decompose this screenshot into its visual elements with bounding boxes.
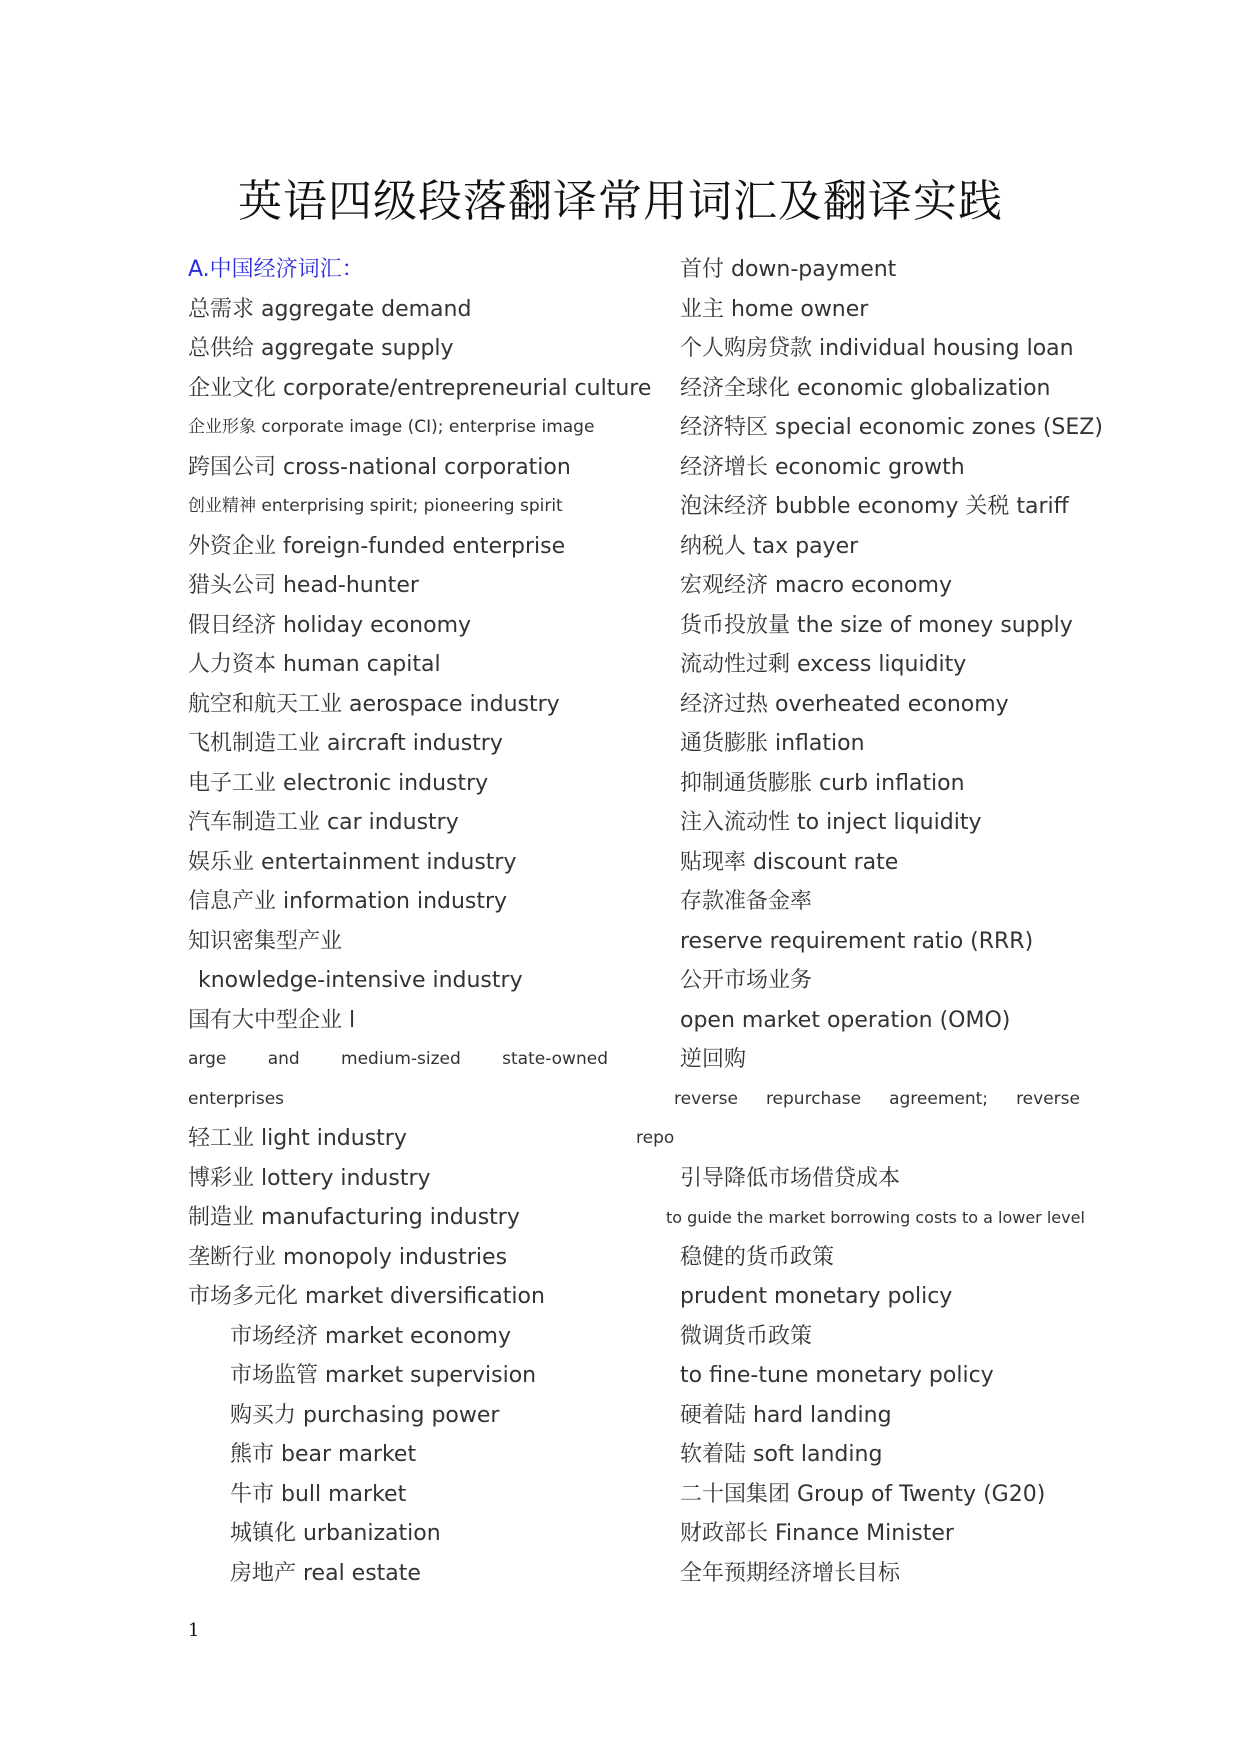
vocab-line: 注入流动性 to inject liquidity bbox=[680, 810, 982, 835]
vocab-line: enterprises bbox=[188, 1088, 285, 1109]
vocab-line: 假日经济 holiday economy bbox=[188, 612, 472, 638]
vocab-line: 航空和航天工业 aerospace industry bbox=[188, 691, 560, 717]
vocab-line: 信息产业 information industry bbox=[188, 889, 508, 914]
document-title: 英语四级段落翻译常用词汇及翻译实践 bbox=[238, 176, 1003, 227]
vocab-line: 企业形象 corporate image (CI); enterprise image bbox=[188, 417, 595, 437]
word: arge bbox=[188, 1049, 227, 1069]
vocab-line: 纳税人 tax payer bbox=[680, 533, 859, 559]
vocab-line-justified bbox=[674, 1080, 1080, 1120]
vocab-line: 总需求 aggregate demand bbox=[188, 296, 472, 322]
vocab-line: 微调货币政策 bbox=[680, 1323, 813, 1349]
vocab-line: 软着陆 soft landing bbox=[680, 1442, 883, 1467]
vocab-line: 经济特区 special economic zones (SEZ) bbox=[680, 415, 1103, 440]
vocab-line: 市场多元化 market diversification bbox=[188, 1284, 545, 1309]
vocab-line: 抑制通货膨胀 curb inflation bbox=[680, 770, 965, 796]
vocab-line: 全年预期经济增长目标 bbox=[680, 1560, 901, 1586]
vocab-line: 经济过热 overheated economy bbox=[680, 691, 1009, 717]
vocab-line: 经济全球化 economic globalization bbox=[680, 375, 1051, 401]
vocab-line: 购买力 purchasing power bbox=[230, 1402, 500, 1428]
vocab-line: 电子工业 electronic industry bbox=[188, 770, 489, 796]
vocab-line: 博彩业 lottery industry bbox=[188, 1165, 431, 1191]
word: medium-sized bbox=[341, 1049, 461, 1069]
vocab-line: 个人购房贷款 individual housing loan bbox=[680, 336, 1074, 361]
vocab-line: 房地产 real estate bbox=[230, 1560, 421, 1586]
vocab-line: 宏观经济 macro economy bbox=[680, 573, 952, 598]
vocab-line: 牛市 bull market bbox=[230, 1481, 407, 1507]
vocab-line: 总供给 aggregate supply bbox=[188, 336, 454, 361]
right-column bbox=[636, 250, 1103, 1593]
vocab-line: 通货膨胀 inflation bbox=[680, 731, 865, 756]
vocab-line: 熊市 bear market bbox=[230, 1442, 417, 1467]
vocab-line: 经济增长 economic growth bbox=[680, 454, 965, 480]
vocab-line: 城镇化 urbanization bbox=[230, 1521, 441, 1546]
word: and bbox=[267, 1049, 300, 1069]
vocab-line: 存款准备金率 bbox=[680, 889, 813, 914]
vocab-line: 市场经济 market economy bbox=[230, 1323, 512, 1349]
vocab-line: 飞机制造工业 aircraft industry bbox=[188, 731, 503, 756]
vocab-line: 制造业 manufacturing industry bbox=[188, 1205, 520, 1230]
vocab-line-justified bbox=[188, 1040, 608, 1080]
vocab-line: 知识密集型产业 bbox=[188, 928, 343, 954]
vocab-line: 市场监管 market supervision bbox=[230, 1363, 537, 1388]
vocab-line: 公开市场业务 bbox=[680, 968, 813, 993]
word: repurchase bbox=[765, 1088, 862, 1109]
vocab-line: 跨国公司 cross-national corporation bbox=[188, 454, 571, 480]
vocab-line: 垄断行业 monopoly industries bbox=[188, 1244, 508, 1270]
vocab-line: 贴现率 discount rate bbox=[680, 849, 899, 875]
left-column bbox=[188, 250, 652, 1593]
vocab-line: 财政部长 Finance Minister bbox=[680, 1521, 954, 1546]
vocab-line: 货币投放量 the size of money supply bbox=[680, 612, 1073, 638]
page-number: 1 bbox=[188, 1620, 200, 1641]
vocab-line: 汽车制造工业 car industry bbox=[188, 810, 459, 835]
vocab-line: to fine-tune monetary policy bbox=[680, 1363, 994, 1388]
vocab-line: 人力资本 human capital bbox=[188, 652, 441, 677]
word: reverse bbox=[1016, 1088, 1080, 1109]
vocab-line: 外资企业 foreign-funded enterprise bbox=[188, 533, 566, 559]
vocab-line: 首付 down-payment bbox=[680, 257, 897, 282]
vocab-line: 逆回购 bbox=[680, 1047, 747, 1072]
vocab-line: 娱乐业 entertainment industry bbox=[188, 849, 517, 875]
vocab-line: open market operation (OMO) bbox=[680, 1007, 1011, 1033]
vocab-line: prudent monetary policy bbox=[680, 1284, 953, 1309]
vocab-line: 企业文化 corporate/entrepreneurial culture bbox=[188, 375, 652, 401]
vocab-line: 国有大中型企业 l bbox=[188, 1007, 356, 1033]
vocab-line: 创业精神 enterprising spirit; pioneering spirit bbox=[188, 496, 563, 516]
vocab-line: 猎头公司 head-hunter bbox=[188, 573, 419, 598]
vocab-line: 二十国集团 Group of Twenty (G20) bbox=[680, 1481, 1046, 1507]
word: agreement; bbox=[889, 1088, 989, 1109]
word: reverse bbox=[674, 1088, 738, 1109]
vocab-line: 稳健的货币政策 bbox=[680, 1244, 835, 1270]
vocab-line: repo bbox=[636, 1128, 675, 1148]
vocab-line: to guide the market borrowing costs to a lower level bbox=[666, 1208, 1085, 1227]
vocab-line: 业主 home owner bbox=[680, 296, 869, 322]
vocab-line: 泡沫经济 bubble economy 关税 tariff bbox=[680, 494, 1069, 519]
vocab-line: reserve requirement ratio (RRR) bbox=[680, 928, 1034, 954]
vocab-line: 硬着陆 hard landing bbox=[680, 1402, 892, 1428]
section-heading: A.中国经济词汇： bbox=[188, 257, 364, 282]
vocab-line: 流动性过剩 excess liquidity bbox=[680, 652, 967, 677]
vocab-line: knowledge-intensive industry bbox=[198, 968, 523, 993]
word: state-owned bbox=[502, 1049, 608, 1069]
vocab-line: 轻工业 light industry bbox=[188, 1126, 407, 1151]
vocab-line: 引导降低市场借贷成本 bbox=[680, 1165, 901, 1191]
